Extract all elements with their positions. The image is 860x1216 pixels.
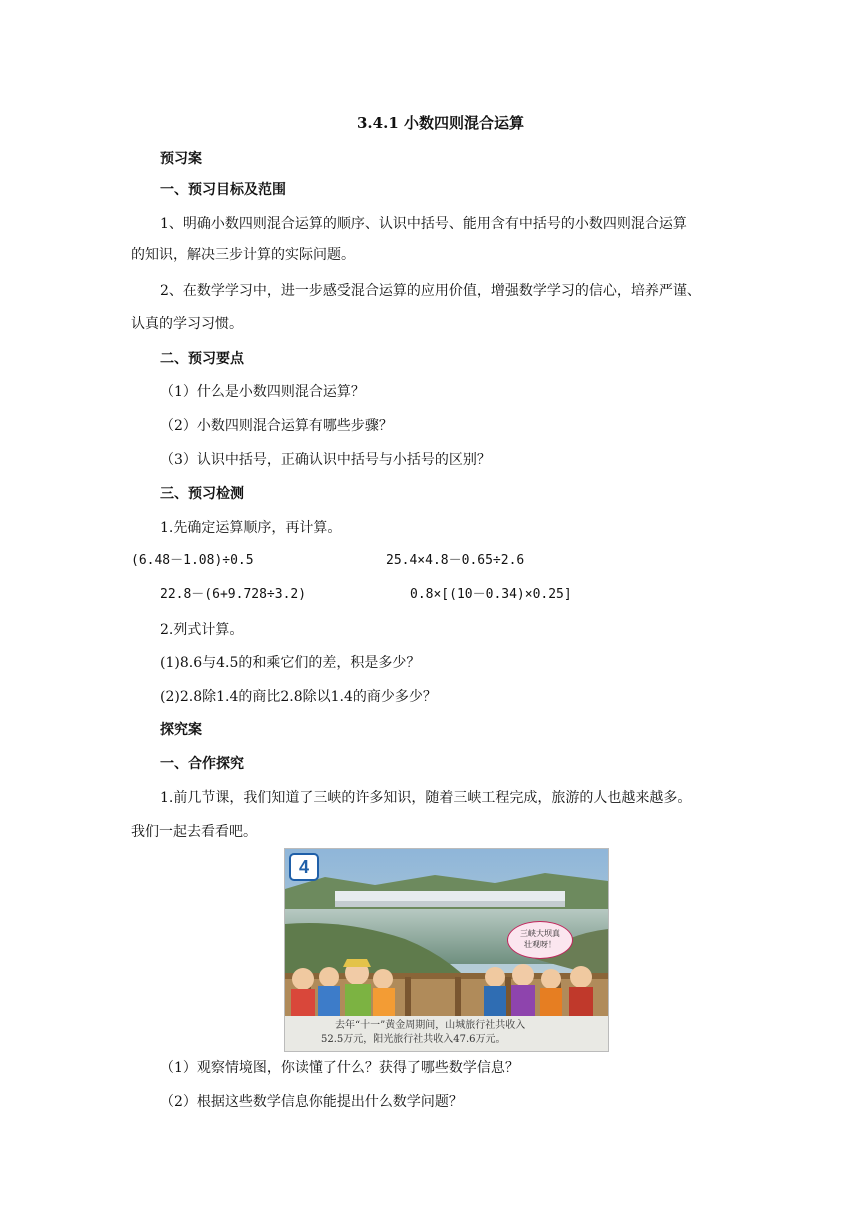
goal1-line1: 1、明确小数四则混合运算的顺序、认识中括号、能用含有中括号的小数四则混合运算: [160, 216, 687, 232]
bubble-line-2: 壮观呀！: [524, 940, 556, 949]
page-title: 3.4.1 小数四则混合运算: [357, 114, 524, 132]
question-2: (2)2.8除1.4的商比2.8除以1.4的商少多少？: [160, 689, 437, 705]
goal2-line1: 2、在数学学习中，进一步感受混合运算的应用价值，增强数学学习的信心，培养严谨、: [160, 283, 701, 299]
figure-number-badge: 4: [289, 853, 319, 881]
goal1-line2: 的知识，解决三步计算的实际问题。: [131, 247, 355, 263]
figure-caption: [285, 1016, 608, 1051]
points-heading: 二、预习要点: [160, 351, 244, 367]
observe-question-1: （1）观察情境图，你读懂了什么？获得了哪些数学信息？: [160, 1060, 519, 1076]
point-3: （3）认识中括号，正确认识中括号与小括号的区别？: [160, 452, 491, 468]
question-1: (1)8.6与4.5的和乘它们的差，积是多少？: [160, 655, 421, 671]
check-heading: 三、预习检测: [160, 486, 244, 502]
observe-question-2: （2）根据这些数学信息你能提出什么数学问题？: [160, 1094, 463, 1110]
caption-line-1: 去年“十一”黄金周期间，山城旅行社共收入: [335, 1020, 526, 1031]
section-explore: 探究案: [160, 722, 202, 738]
point-2: （2）小数四则混合运算有哪些步骤？: [160, 418, 393, 434]
coop-1-line1: 1.前几节课，我们知道了三峡的许多知识，随着三峡工程完成，旅游的人也越来越多。: [160, 790, 692, 806]
expression-2: 25.4×4.8－0.65÷2.6: [386, 553, 525, 568]
speech-bubble: [507, 921, 573, 959]
expression-4: 0.8×[(10－0.34)×0.25]: [410, 587, 572, 602]
goal2-line2: 认真的学习习惯。: [131, 316, 243, 332]
point-1: （1）什么是小数四则混合运算？: [160, 384, 365, 400]
goals-heading: 一、预习目标及范围: [160, 182, 286, 198]
three-gorges-illustration: [284, 848, 609, 1052]
caption-line-2: 52.5万元，阳光旅行社共收入47.6万元。: [321, 1034, 506, 1045]
expression-3: 22.8－(6+9.728÷3.2): [160, 587, 307, 602]
check-2: 2.列式计算。: [160, 622, 244, 638]
check-1: 1.先确定运算顺序，再计算。: [160, 520, 342, 536]
bubble-line-1: 三峡大坝真: [520, 929, 560, 938]
coop-heading: 一、合作探究: [160, 756, 244, 772]
expression-1: (6.48－1.08)÷0.5: [131, 553, 254, 568]
section-preview: 预习案: [160, 151, 202, 167]
coop-1-line2: 我们一起去看看吧。: [131, 824, 257, 840]
